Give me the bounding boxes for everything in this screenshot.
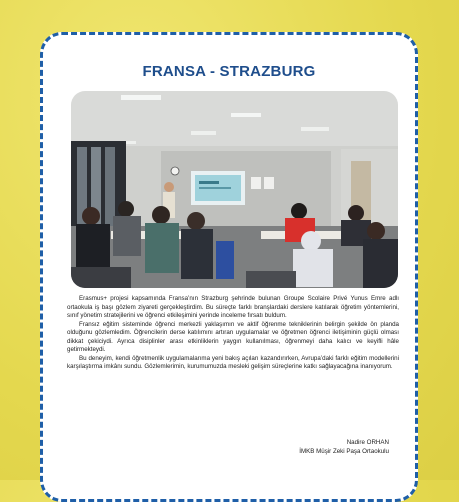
paragraph: Bu deneyim, kendi öğretmenlik uygulamalarıma yeni bakış açıları kazandırırken, Avrupa’daki farklı eğitim modellerini karşılaştırma imkânı sundu. Gözlemlerimin, kurumumuzda mesleki gelişim süreçlerine katkı sağlayacağına inanıyorum. <box>67 354 399 370</box>
classroom-photo <box>71 91 398 288</box>
author-school: İMKB Müşir Zeki Paşa Ortaokulu <box>299 447 389 455</box>
signature-block <box>299 439 389 456</box>
paragraph: Erasmus+ projesi kapsamında Fransa’nın Strazburg şehrinde bulunan Groupe Scolaire Privé Yunus Emre adlı ortaokula iş başı gözlem ziyareti gerçekleştirdim. Bu süreçte farklı branşlardaki derslere katılarak öğretim yöntemlerini, sınıf yönetim stratejilerini ve öğrenci etkileşimini yerinde inceleme fırsatı buldum. <box>67 295 399 319</box>
article-body <box>67 295 399 372</box>
page-title: FRANSA - STRAZBURG <box>142 63 316 80</box>
author-name: Nadire ORHAN <box>346 439 389 446</box>
paragraph: Fransız eğitim sisteminde öğrenci merkezli yaklaşımın ve aktif öğrenme tekniklerinin belirgin şekilde ön planda olduğunu gözlemledim. Öğrencilerin derse katılımını artıran uygulamalar ve öğretmen öğrenci iletişiminin güçlü olması dikkat çekiciydi. Ayrıca disiplinler arası etkinliklerin yaygın kullanılması, öğrenmeyi daha kalıcı ve keyifli hâle getirmekteydi. <box>67 320 399 353</box>
article-card <box>40 32 418 502</box>
